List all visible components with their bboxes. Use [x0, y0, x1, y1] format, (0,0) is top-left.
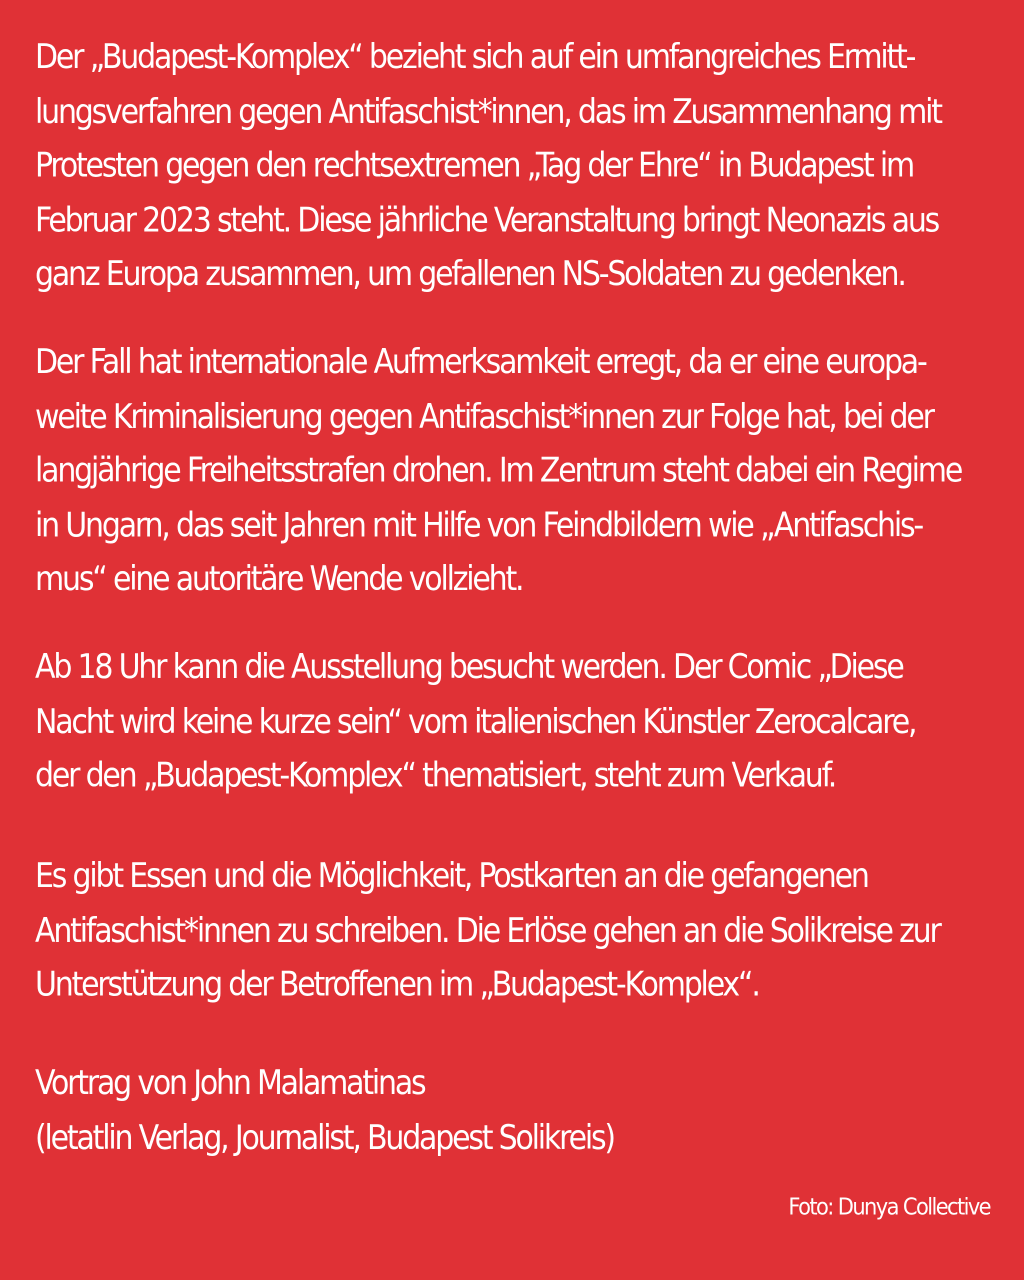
text-line: Unterstützung der Betroffenen im „Budapest-Komplex“. — [35, 965, 759, 1005]
text-line: Es gibt Essen und die Möglichkeit, Postkarten an die gefangenen — [35, 856, 868, 896]
text-line: (letatlin Verlag, Journalist, Budapest Solikreis) — [35, 1118, 614, 1158]
text-line: Der Fall hat internationale Aufmerksamkeit erregt, da er eine europa- — [35, 342, 926, 382]
paragraph-case-attention — [35, 336, 1005, 608]
text-line: Protesten gegen den rechtsextremen „Tag der Ehre“ in Budapest im — [35, 146, 914, 186]
paragraph-exhibition — [35, 641, 1005, 804]
text-line: in Ungarn, das seit Jahren mit Hilfe von Feindbildern wie „Antifaschis- — [35, 505, 923, 545]
text-line: Der „Budapest-Komplex“ bezieht sich auf ein umfangreiches Ermitt- — [35, 37, 915, 77]
paragraph-food-postcards — [35, 850, 1005, 1013]
text-line: der den „Budapest-Komplex“ thematisiert, steht zum Verkauf. — [35, 756, 836, 796]
photo-credit: Foto: Dunya Collective — [788, 1193, 990, 1221]
text-line: Februar 2023 steht. Diese jährliche Veranstaltung bringt Neonazis aus — [35, 200, 939, 240]
text-line: lungsverfahren gegen Antifaschist*innen, das im Zusammenhang mit — [35, 92, 941, 132]
paragraph-talk-speaker — [35, 1057, 1005, 1166]
text-line: Ab 18 Uhr kann die Ausstellung besucht werden. Der Comic „Diese — [35, 647, 903, 687]
text-line: ganz Europa zusammen, um gefallenen NS-Soldaten zu gedenken. — [35, 255, 905, 295]
text-line: mus“ eine autoritäre Wende vollzieht. — [35, 560, 523, 600]
text-line: Antifaschist*innen zu schreiben. Die Erlöse gehen an die Solikreise zur — [35, 911, 940, 951]
paragraph-budapest-komplex-intro — [35, 31, 1005, 303]
text-line: Vortrag von John Malamatinas — [35, 1063, 425, 1103]
text-line: Nacht wird keine kurze sein“ vom italienischen Künstler Zerocalcare, — [35, 702, 916, 742]
text-line: langjährige Freiheitsstrafen drohen. Im Zentrum steht dabei ein Regime — [35, 451, 962, 491]
text-line: weite Kriminalisierung gegen Antifaschist*innen zur Folge hat, bei der — [35, 397, 933, 437]
